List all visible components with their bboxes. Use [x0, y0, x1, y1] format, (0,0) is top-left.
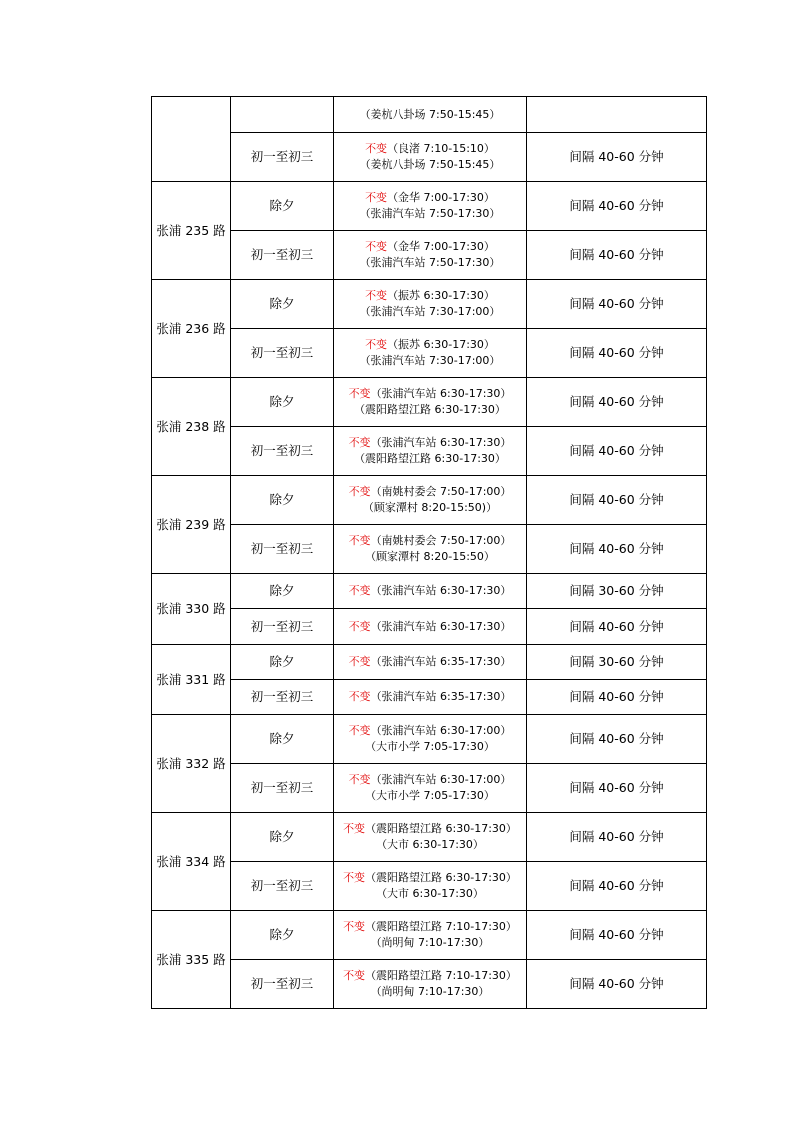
interval-cell: 间隔 40-60 分钟: [527, 427, 707, 476]
service-line: [334, 837, 526, 853]
interval-cell: 间隔 30-60 分钟: [527, 645, 707, 680]
period-cell: 初一至初三: [231, 764, 334, 813]
interval-cell: 间隔 40-60 分钟: [527, 911, 707, 960]
service-times-cell: [334, 680, 527, 715]
stop-hours-text: （张浦汽车站 6:30-17:30）: [370, 436, 512, 449]
service-line: [334, 935, 526, 951]
status-unchanged-label: 不变: [348, 773, 371, 786]
interval-cell: 间隔 40-60 分钟: [527, 182, 707, 231]
schedule-row: [152, 427, 707, 476]
route-name: 张浦 235 路: [152, 182, 231, 280]
period-cell: 初一至初三: [231, 231, 334, 280]
stop-hours-text: （震阳路望江路 6:30-17:30）: [354, 452, 506, 465]
service-times-cell: [334, 182, 527, 231]
period-cell: 初一至初三: [231, 609, 334, 645]
period-cell: 初一至初三: [231, 680, 334, 715]
interval-cell: 间隔 40-60 分钟: [527, 764, 707, 813]
service-times-cell: [334, 862, 527, 911]
status-unchanged-label: 不变: [348, 387, 371, 400]
service-line: [334, 141, 526, 157]
service-line: [334, 739, 526, 755]
stop-hours-text: （张浦汽车站 6:35-17:30）: [370, 655, 512, 668]
schedule-body: [152, 97, 707, 1009]
period-cell: 除夕: [231, 911, 334, 960]
service-line: [334, 500, 526, 516]
service-line: [334, 190, 526, 206]
route-name: 张浦 239 路: [152, 476, 231, 574]
service-line: [334, 239, 526, 255]
service-line: [334, 870, 526, 886]
stop-hours-text: （金华 7:00-17:30）: [387, 240, 495, 253]
service-times-cell: [334, 609, 527, 645]
stop-hours-text: （姜杭八卦场 7:50-15:45）: [359, 158, 501, 171]
bus-schedule-table: [151, 96, 707, 1009]
status-unchanged-label: 不变: [365, 191, 388, 204]
status-unchanged-label: 不变: [365, 240, 388, 253]
stop-hours-text: （震阳路望江路 7:10-17:30）: [365, 920, 517, 933]
service-times-cell: [334, 280, 527, 329]
stop-hours-text: （张浦汽车站 6:30-17:00）: [370, 724, 512, 737]
status-unchanged-label: 不变: [348, 655, 371, 668]
interval-cell: 间隔 40-60 分钟: [527, 231, 707, 280]
interval-cell: 间隔 40-60 分钟: [527, 280, 707, 329]
interval-cell: 间隔 40-60 分钟: [527, 960, 707, 1009]
interval-cell: 间隔 40-60 分钟: [527, 329, 707, 378]
schedule-row: [152, 813, 707, 862]
stop-hours-text: （南姚村委会 7:50-17:00）: [370, 534, 512, 547]
stop-hours-text: （振苏 6:30-17:30）: [387, 289, 495, 302]
stop-hours-text: （张浦汽车站 7:30-17:00）: [359, 305, 501, 318]
schedule-row: [152, 378, 707, 427]
stop-hours-text: （张浦汽车站 7:30-17:00）: [359, 354, 501, 367]
stop-hours-text: （大市 6:30-17:30）: [376, 838, 484, 851]
stop-hours-text: （顾家潭村 8:20-15:50）: [365, 550, 495, 563]
stop-hours-text: （张浦汽车站 7:50-17:30）: [359, 207, 501, 220]
period-cell: 除夕: [231, 182, 334, 231]
service-line: [334, 533, 526, 549]
period-cell: 初一至初三: [231, 133, 334, 182]
route-name: 张浦 332 路: [152, 715, 231, 813]
interval-cell: 间隔 40-60 分钟: [527, 715, 707, 764]
stop-hours-text: （南姚村委会 7:50-17:00）: [370, 485, 512, 498]
stop-hours-text: （张浦汽车站 6:30-17:30）: [370, 387, 512, 400]
schedule-row: [152, 133, 707, 182]
period-cell: 初一至初三: [231, 427, 334, 476]
stop-hours-text: （张浦汽车站 7:50-17:30）: [359, 256, 501, 269]
service-line: [334, 772, 526, 788]
service-times-cell: [334, 476, 527, 525]
period-cell: 除夕: [231, 476, 334, 525]
service-line: [334, 583, 526, 599]
service-line: [334, 157, 526, 173]
service-times-cell: [334, 715, 527, 764]
service-line: [334, 402, 526, 418]
stop-hours-text: （震阳路望江路 7:10-17:30）: [365, 969, 517, 982]
period-cell: 初一至初三: [231, 862, 334, 911]
service-line: [334, 451, 526, 467]
status-unchanged-label: 不变: [343, 822, 366, 835]
schedule-row: [152, 280, 707, 329]
route-name: 张浦 238 路: [152, 378, 231, 476]
service-times-cell: [334, 525, 527, 574]
service-line: [334, 206, 526, 222]
stop-hours-text: （张浦汽车站 6:30-17:00）: [370, 773, 512, 786]
status-unchanged-label: 不变: [348, 485, 371, 498]
interval-cell: 间隔 30-60 分钟: [527, 574, 707, 609]
stop-hours-text: （振苏 6:30-17:30）: [387, 338, 495, 351]
route-name: 张浦 331 路: [152, 645, 231, 715]
period-cell: 除夕: [231, 813, 334, 862]
schedule-row: [152, 182, 707, 231]
schedule-row: [152, 525, 707, 574]
service-line: [334, 484, 526, 500]
status-unchanged-label: 不变: [348, 436, 371, 449]
service-line: [334, 654, 526, 670]
period-cell: 除夕: [231, 645, 334, 680]
service-line: [334, 353, 526, 369]
stop-hours-text: （张浦汽车站 6:35-17:30）: [370, 690, 512, 703]
schedule-row: [152, 476, 707, 525]
service-line: [334, 107, 526, 123]
period-cell: [231, 97, 334, 133]
route-name: 张浦 330 路: [152, 574, 231, 645]
schedule-row: [152, 97, 707, 133]
schedule-row: [152, 231, 707, 280]
interval-cell: 间隔 40-60 分钟: [527, 476, 707, 525]
stop-hours-text: （大市小学 7:05-17:30）: [365, 789, 495, 802]
service-line: [334, 304, 526, 320]
status-unchanged-label: 不变: [343, 871, 366, 884]
interval-cell: [527, 97, 707, 133]
status-unchanged-label: 不变: [348, 690, 371, 703]
service-times-cell: [334, 231, 527, 280]
status-unchanged-label: 不变: [365, 338, 388, 351]
stop-hours-text: （大市 6:30-17:30）: [376, 887, 484, 900]
service-line: [334, 549, 526, 565]
schedule-row: [152, 911, 707, 960]
stop-hours-text: （金华 7:00-17:30）: [387, 191, 495, 204]
status-unchanged-label: 不变: [348, 619, 371, 633]
service-line: [334, 886, 526, 902]
status-unchanged-label: 不变: [365, 289, 388, 302]
service-line: [334, 255, 526, 271]
stop-hours-text: （良渚 7:10-15:10）: [387, 142, 495, 155]
interval-cell: 间隔 40-60 分钟: [527, 680, 707, 715]
stop-hours-text: （张浦汽车站 6:30-17:30）: [370, 584, 512, 597]
schedule-row: [152, 960, 707, 1009]
service-line: [334, 788, 526, 804]
service-line: [334, 435, 526, 451]
service-times-cell: [334, 911, 527, 960]
status-unchanged-label: 不变: [343, 920, 366, 933]
status-unchanged-label: 不变: [343, 969, 366, 982]
service-times-cell: [334, 427, 527, 476]
route-name: 张浦 335 路: [152, 911, 231, 1009]
status-unchanged-label: 不变: [348, 534, 371, 547]
service-times-cell: [334, 574, 527, 609]
period-cell: 除夕: [231, 280, 334, 329]
interval-cell: 间隔 40-60 分钟: [527, 862, 707, 911]
schedule-row: [152, 764, 707, 813]
service-times-cell: [334, 645, 527, 680]
route-name: [152, 97, 231, 182]
schedule-row: [152, 609, 707, 645]
service-line: [334, 919, 526, 935]
period-cell: 除夕: [231, 574, 334, 609]
service-times-cell: [334, 329, 527, 378]
stop-hours-text: （张浦汽车站 6:30-17:30）: [370, 619, 512, 633]
status-unchanged-label: 不变: [348, 724, 371, 737]
period-cell: 初一至初三: [231, 329, 334, 378]
stop-hours-text: （尚明甸 7:10-17:30）: [370, 985, 490, 998]
interval-cell: 间隔 40-60 分钟: [527, 525, 707, 574]
schedule-row: [152, 329, 707, 378]
service-times-cell: [334, 97, 527, 133]
status-unchanged-label: 不变: [348, 584, 371, 597]
service-line: [334, 386, 526, 402]
service-line: [334, 821, 526, 837]
service-times-cell: [334, 764, 527, 813]
stop-hours-text: （尚明甸 7:10-17:30）: [370, 936, 490, 949]
schedule-row: [152, 574, 707, 609]
stop-hours-text: （震阳路望江路 6:30-17:30）: [365, 822, 517, 835]
route-name: 张浦 334 路: [152, 813, 231, 911]
service-line: [334, 968, 526, 984]
stop-hours-text: （顾家潭村 8:20-15:50)）: [362, 501, 498, 514]
interval-cell: 间隔 40-60 分钟: [527, 609, 707, 645]
service-times-cell: [334, 378, 527, 427]
service-times-cell: [334, 133, 527, 182]
period-cell: 除夕: [231, 715, 334, 764]
interval-cell: 间隔 40-60 分钟: [527, 378, 707, 427]
status-unchanged-label: 不变: [365, 142, 388, 155]
period-cell: 初一至初三: [231, 960, 334, 1009]
schedule-row: [152, 645, 707, 680]
service-times-cell: [334, 813, 527, 862]
service-line: [334, 984, 526, 1000]
schedule-row: [152, 715, 707, 764]
period-cell: 除夕: [231, 378, 334, 427]
stop-hours-text: （震阳路望江路 6:30-17:30）: [354, 403, 506, 416]
service-line: [334, 288, 526, 304]
service-times-cell: [334, 960, 527, 1009]
stop-hours-text: （姜杭八卦场 7:50-15:45）: [359, 107, 501, 121]
interval-cell: 间隔 40-60 分钟: [527, 813, 707, 862]
period-cell: 初一至初三: [231, 525, 334, 574]
stop-hours-text: （震阳路望江路 6:30-17:30）: [365, 871, 517, 884]
service-line: [334, 723, 526, 739]
schedule-row: [152, 862, 707, 911]
interval-cell: 间隔 40-60 分钟: [527, 133, 707, 182]
stop-hours-text: （大市小学 7:05-17:30）: [365, 740, 495, 753]
service-line: [334, 689, 526, 705]
service-line: [334, 619, 526, 635]
route-name: 张浦 236 路: [152, 280, 231, 378]
schedule-row: [152, 680, 707, 715]
service-line: [334, 337, 526, 353]
